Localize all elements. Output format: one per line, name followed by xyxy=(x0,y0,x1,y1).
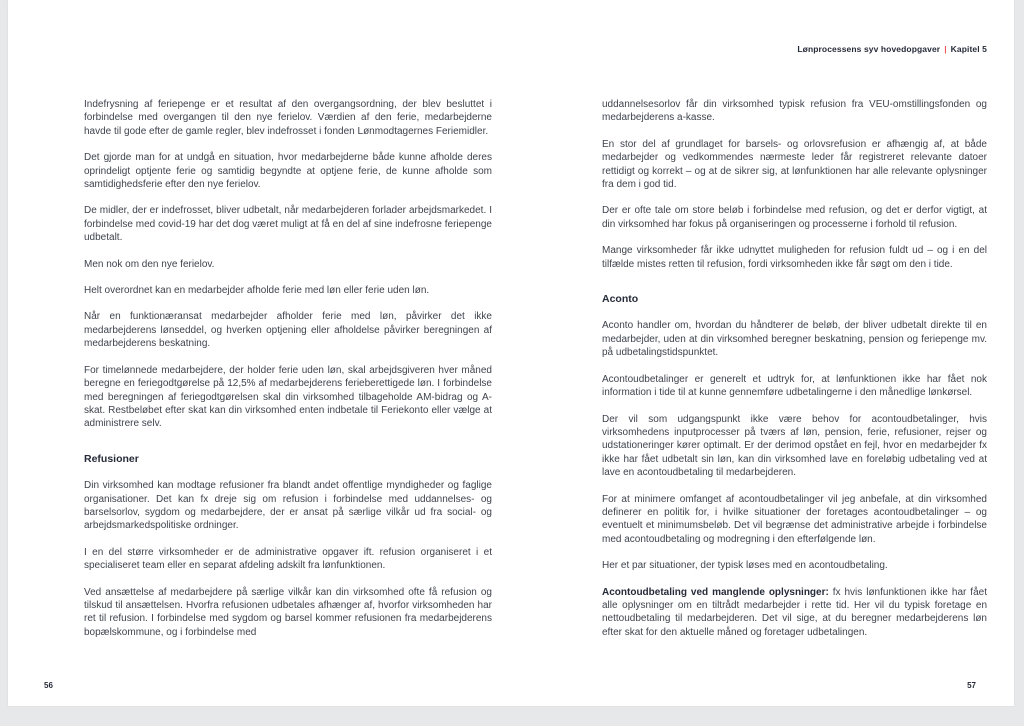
running-header-separator: | xyxy=(944,44,947,54)
paragraph-bold-lead: Acontoudbetaling ved manglende oplysninger: xyxy=(602,586,833,598)
left-page-text-column xyxy=(84,98,492,652)
section-heading: Refusioner xyxy=(84,452,139,465)
page-number-left: 56 xyxy=(44,681,53,690)
body-paragraph: Her et par situationer, der typisk løses med en acontoudbetaling. xyxy=(602,560,888,572)
body-paragraph: Men nok om den nye ferielov. xyxy=(84,258,215,270)
body-paragraph: Din virksomhed kan modtage refusioner fra blandt andet offentlige myndigheder og faglige organisationer. Det kan fx dreje sig om refusion i forbindelse med uddannelses- og barselsorlov, sygdom og medarbejdere, der er ansat på særlige vilkår ud fra social- og arbejdsmarkedspolitiske ordninger. xyxy=(84,480,492,532)
body-paragraph: uddannelsesorlov får din virksomhed typisk refusion fra VEU-omstillingsfonden og medarbejderens a-kasse. xyxy=(602,99,987,124)
body-paragraph: I en del større virksomheder er de administrative opgaver ift. refusion organiseret i et specialiseret team eller en separat afdeling adskilt fra lønfunktionen. xyxy=(84,546,492,572)
running-header xyxy=(797,44,987,54)
body-paragraph: Helt overordnet kan en medarbejder afholde ferie med løn eller ferie uden løn. xyxy=(84,285,430,297)
body-paragraph: En stor del af grundlaget for barsels- og orlovsrefusion er afhængig af, at både medarbejder og vedkommendes nærmeste leder får registreret relevante datoer rettidigt og korrekt – og at de sikrer sig, at lønfunktionen har alle relevante oplysninger fra dem i god tid. xyxy=(602,138,987,191)
book-spread xyxy=(8,0,1014,706)
body-paragraph: For at minimere omfanget af acontoudbetalinger vil jeg anbefale, at din virksomhed definerer en politik for, i hvilke situationer der foretages acontoudbetalinger – og eventuelt et minimumsbeløb. Det vil begrænse det administrative arbejde i forbindelse med acontoudbetaling og modregning i den efterfølgende løn. xyxy=(602,493,987,545)
body-paragraph: Acontoudbetaling ved manglende oplysninger: fx hvis lønfunktionen ikke har fået alle oplysninger om en tiltrådt medarbejder i rette tid. Her vil du typisk foretage en nettoudbetaling til medarbejderen. Det vil sige, at du beregner medarbejderens løn efter skat for den aktuelle måned og foretager udbetalingen. xyxy=(602,586,987,638)
body-paragraph: For timelønnede medarbejdere, der holder ferie uden løn, skal arbejdsgiveren hver måned beregne en feriegodtgørelse på 12,5% af medarbejderens ferieberettigede løn. I forbindelse med beregningen af feriegodtgørelsen skal din virksomhed tilbageholde AM-bidrag og A-skat. Restbeløbet efter skat kan din virksomhed enten indbetale til Feriekonto eller vælge at administrere selv. xyxy=(84,364,492,430)
body-paragraph: Indefrysning af feriepenge er et resultat af den overgangsordning, der blev besluttet i forbindelse med overgangen til den nye ferielov. Værdien af den ferie, medarbejderne havde til gode efter de gamle regler, blev indefrosset i fonden Lønmodtagernes Feriemidler. xyxy=(84,99,492,137)
body-paragraph: Der vil som udgangspunkt ikke være behov for acontoudbetalinger, hvis virksomhedens inputprocesser på tværs af løn, pension, ferie, refusioner, rejser og udstationeringer kører optimalt. Er der derimod opstået en fejl, hvor en medarbejder fx ikke har fået udbetalt sin løn, kan din virksomhed lave en foreløbig udbetaling ved at lave en acontoudbetaling til medarbejderen. xyxy=(602,413,987,479)
body-paragraph: Aconto handler om, hvordan du håndterer de beløb, der bliver udbetalt direkte til en medarbejder, uden at din virksomhed beregner beskatning, pension og feriepenge mv. på udbetalingstidspunktet. xyxy=(602,320,987,359)
body-paragraph: Der er ofte tale om store beløb i forbindelse med refusion, og det er derfor vigtigt, at din virksomhed har fokus på organiseringen og processerne i forhold til refusion. xyxy=(602,205,987,230)
page-number-right: 57 xyxy=(967,681,976,690)
body-paragraph: Acontoudbetalinger er generelt et udtryk for, at lønfunktionen ikke har fået nok information i tide til at kunne gennemføre udbetalingerne i den månedlige lønkørsel. xyxy=(602,373,987,399)
body-paragraph: Når en funktionæransat medarbejder afholder ferie med løn, påvirker det ikke medarbejderens lønseddel, og hverken optjening eller afholdelse påvirker beregningen af medarbejderens beskatning. xyxy=(84,311,492,350)
running-header-title: Lønprocessens syv hovedopgaver xyxy=(797,44,941,54)
right-page-text-column xyxy=(602,98,987,652)
running-header-chapter: Kapitel 5 xyxy=(950,44,987,54)
section-heading: Aconto xyxy=(602,293,639,306)
body-paragraph: Ved ansættelse af medarbejdere på særlige vilkår kan din virksomhed ofte få refusion og tilskud til ansættelsen. Hvorfra refusionen udbetales afhænger af, hvorfor virksomheden har ret til refusion. I forbindelse med sygdom og barsel kommer refusionen fra medarbejderens bopælskommune, og i forbindelse med xyxy=(84,586,492,638)
body-paragraph: Mange virksomheder får ikke udnyttet muligheden for refusion fuldt ud – og i en del tilfælde mistes retten til refusion, fordi virksomheden ikke får søgt om den i tide. xyxy=(602,245,987,270)
body-paragraph: Det gjorde man for at undgå en situation, hvor medarbejderne både kunne afholde deres oprindeligt optjente ferie og samtidig begyndte at optjene ferie, de kunne afholde som samtidighedsferie efter den nye ferielov. xyxy=(84,152,492,191)
body-paragraph: De midler, der er indefrosset, bliver udbetalt, når medarbejderen forlader arbejdsmarkedet. I forbindelse med covid-19 har det dog været muligt at få en del af sine indefrosne feriepenge udbetalt. xyxy=(84,205,492,244)
